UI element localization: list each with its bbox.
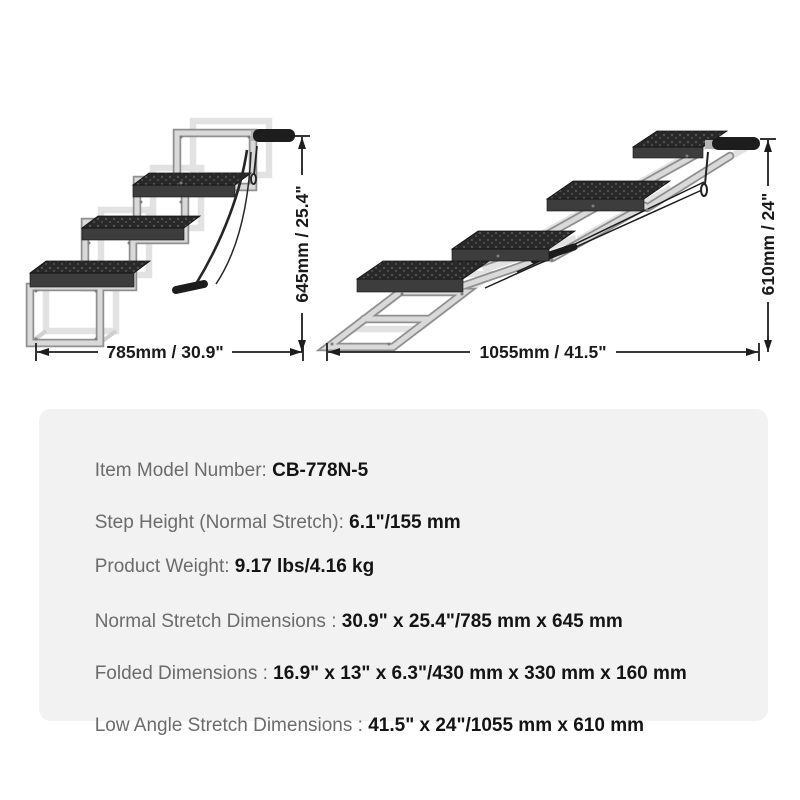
spec-value: 6.1"/155 mm bbox=[349, 512, 461, 533]
spec-row-low-angle-stretch-dimensions bbox=[63, 687, 644, 765]
spec-label: Item Model Number: bbox=[94, 460, 273, 481]
width-dimension-label: 1055mm / 41.5" bbox=[479, 342, 607, 362]
tread-3-top bbox=[133, 173, 251, 185]
height-dimension-label: 645mm / 25.4" bbox=[292, 185, 312, 303]
normal-stretch-figure bbox=[8, 98, 312, 370]
height-dimension-label: 610mm / 24" bbox=[758, 192, 778, 296]
stair-treads bbox=[30, 173, 251, 287]
spec-label: Normal Stretch Dimensions : bbox=[94, 611, 342, 632]
tread-3-front bbox=[133, 185, 235, 197]
spec-value: 16.9" x 13" x 6.3"/430 mm x 330 mm x 160 mm bbox=[273, 663, 687, 684]
tread-2-front bbox=[452, 249, 549, 261]
stretch-treads bbox=[357, 131, 727, 292]
spec-label: Product Weight: bbox=[94, 556, 235, 577]
spec-label: Step Height (Normal Stretch): bbox=[94, 512, 350, 533]
height-dimension bbox=[758, 139, 778, 352]
spec-value: 9.17 lbs/4.16 kg bbox=[234, 556, 375, 577]
width-dimension-label: 785mm / 30.9" bbox=[106, 342, 224, 362]
tread-1-front bbox=[30, 273, 134, 287]
tread-1-front bbox=[357, 279, 463, 292]
strap-grip bbox=[176, 284, 204, 290]
spec-label: Folded Dimensions : bbox=[94, 663, 274, 684]
carry-handle bbox=[712, 137, 760, 150]
tread-3-front bbox=[547, 199, 644, 211]
spec-value: CB-778N-5 bbox=[272, 460, 369, 481]
tread-1-top bbox=[30, 261, 150, 273]
spec-value: 41.5" x 24"/1055 mm x 610 mm bbox=[368, 715, 644, 736]
spec-panel bbox=[39, 409, 768, 736]
spec-label: Low Angle Stretch Dimensions : bbox=[94, 715, 369, 736]
carry-handle bbox=[253, 129, 295, 142]
low-angle-stretch-figure bbox=[302, 98, 788, 370]
tread-2-front bbox=[82, 228, 184, 240]
tread-2-top bbox=[82, 216, 200, 228]
spec-value: 30.9" x 25.4"/785 mm x 645 mm bbox=[341, 611, 623, 632]
top-platform-front bbox=[633, 147, 703, 158]
